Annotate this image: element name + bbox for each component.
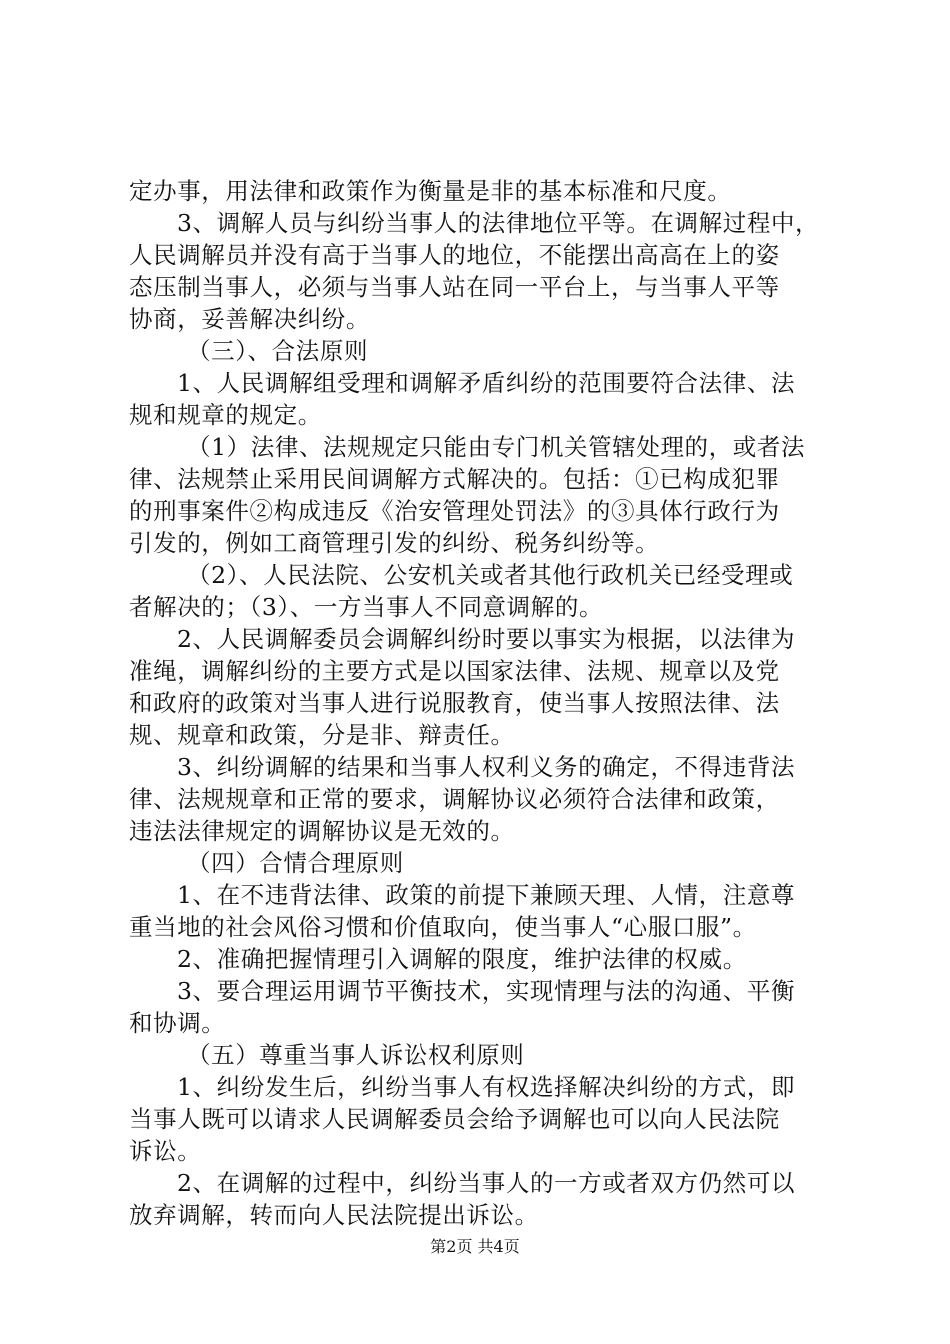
text-line: 规和规章的规定。: [129, 401, 322, 429]
text-line: 当事人既可以请求人民调解委员会给予调解也可以向人民法院: [129, 1105, 780, 1133]
text-line: 3、调解人员与纠纷当事人的法律地位平等。在调解过程中，: [177, 209, 820, 237]
text-line: 1、纠纷发生后，纠纷当事人有权选择解决纠纷的方式，即: [177, 1073, 796, 1101]
text-line: 律、法规禁止采用民间调解方式解决的。包括：①已构成犯罪: [129, 465, 780, 493]
text-line: 1、人民调解组受理和调解矛盾纠纷的范围要符合法律、法: [177, 369, 796, 397]
text-line: 协商，妥善解决纠纷。: [129, 305, 370, 333]
text-line: 准绳，调解纠纷的主要方式是以国家法律、法规、规章以及党: [129, 657, 780, 685]
text-line: 1、在不违背法律、政策的前提下兼顾天理、人情，注意尊: [177, 881, 796, 909]
text-line: 者解决的；（3）、一方当事人不同意调解的。: [129, 593, 604, 621]
page-number: 第2页 共4页: [430, 1237, 520, 1256]
text-line: 重当地的社会风俗习惯和价值取向，使当事人“心服口服”。: [129, 913, 757, 941]
text-line: （1）法律、法规规定只能由专门机关管辖处理的，或者法: [187, 433, 806, 461]
section-heading: （四）合情合理原则: [187, 849, 404, 877]
text-line: 态压制当事人，必须与当事人站在同一平台上，与当事人平等: [129, 273, 780, 301]
text-line: 2、在调解的过程中，纠纷当事人的一方或者双方仍然可以: [177, 1169, 796, 1197]
section-heading: （三）、合法原则: [187, 337, 369, 365]
text-line: 违法法律规定的调解协议是无效的。: [129, 817, 515, 845]
section-heading: （五）尊重当事人诉讼权利原则: [187, 1041, 525, 1069]
text-line: 定办事，用法律和政策作为衡量是非的基本标准和尺度。: [129, 177, 732, 205]
text-line: 诉讼。: [129, 1137, 202, 1165]
text-line: 的刑事案件②构成违反《治安管理处罚法》的③具体行政行为: [129, 497, 780, 525]
text-line: 律、法规规章和正常的要求，调解协议必须符合法律和政策，: [129, 785, 780, 813]
text-line: 和协调。: [129, 1009, 226, 1037]
text-line: 和政府的政策对当事人进行说服教育，使当事人按照法律、法: [129, 689, 780, 717]
text-line: 3、要合理运用调节平衡技术，实现情理与法的沟通、平衡: [177, 977, 796, 1005]
text-line: 2、人民调解委员会调解纠纷时要以事实为根据，以法律为: [177, 625, 796, 653]
text-line: 放弃调解，转而向人民法院提出诉讼。: [129, 1201, 539, 1229]
text-line: 人民调解员并没有高于当事人的地位，不能摆出高高在上的姿: [129, 241, 780, 269]
text-line: 3、纠纷调解的结果和当事人权利义务的确定，不得违背法: [177, 753, 796, 781]
text-line: 规、规章和政策，分是非、辩责任。: [129, 721, 515, 749]
text-line: 引发的，例如工商管理引发的纠纷、税务纠纷等。: [129, 529, 660, 557]
text-line: 2、准确把握情理引入调解的限度，维护法律的权威。: [177, 945, 747, 973]
text-line: （2）、人民法院、公安机关或者其他行政机关已经受理或: [187, 561, 794, 589]
